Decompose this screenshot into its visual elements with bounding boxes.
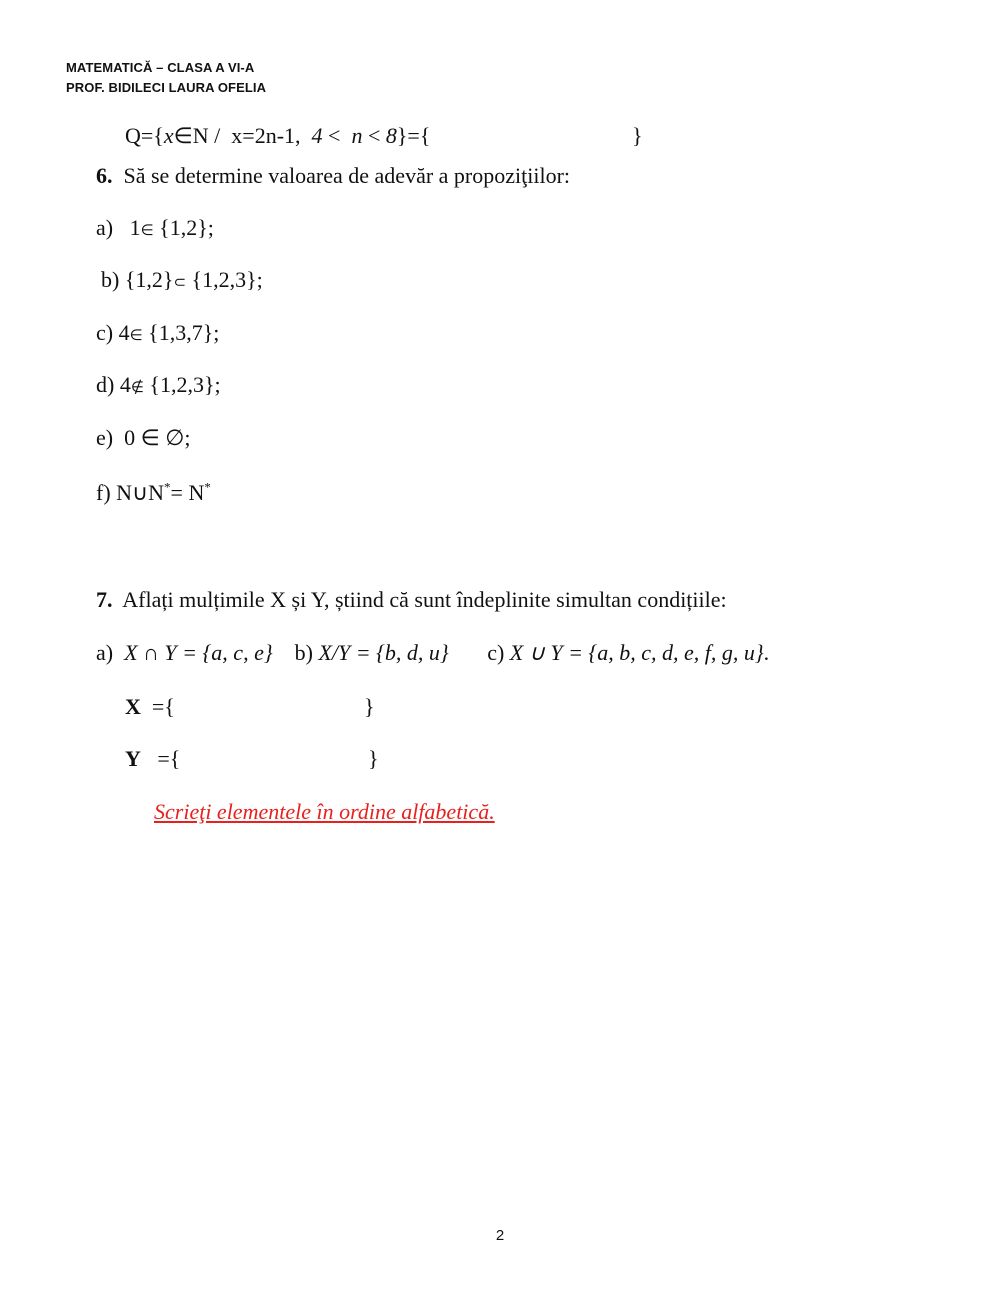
ex6-item-d: d) 4∉ {1,2,3}; — [96, 372, 221, 397]
ex6-item-c: c) 4∈ {1,3,7}; — [96, 320, 220, 345]
set-q-close-brace: } — [632, 123, 643, 148]
ex6-item-a: a) 1∈ {1,2}; — [96, 215, 214, 240]
page-number: 2 — [495, 1227, 505, 1244]
ex7-condition-a: X ∩ Y = {a, c, e} — [124, 640, 273, 665]
set-x-close-brace: } — [364, 694, 375, 719]
exercise-7-number: 7. — [96, 587, 113, 612]
ex7-condition-b: X/Y = {b, d, u} — [318, 640, 449, 665]
ex7-conditions: a) X ∩ Y = {a, c, e} b) X/Y = {b, d, u} c) X ∪ Y = {a, b, c, d, e, f, g, u}. — [96, 640, 770, 665]
exercise-7-title: 7. Aflați mulțimile X și Y, știind că sunt îndeplinite simultan condițiile: — [96, 587, 727, 612]
set-y-answer-field[interactable] — [190, 746, 365, 774]
exercise-6-number: 6. — [96, 163, 113, 188]
ex7-condition-c: X ∪ Y = {a, b, c, d, e, f, g, u} — [509, 640, 764, 665]
set-x-answer-field[interactable] — [185, 694, 360, 722]
set-y-close-brace: } — [368, 746, 379, 771]
set-y-row: Y ={ — [125, 746, 181, 771]
header-subject: MATEMATICĂ – CLASA A VI-A — [66, 60, 255, 75]
ex6-item-e: e) 0 ∈ ∅; — [96, 425, 191, 450]
alphabetical-order-note: Scrieţi elementele în ordine alfabetică. — [154, 799, 495, 824]
set-y-label: Y — [125, 746, 141, 771]
set-q-definition: Q={x∈N / x=2n-1, 4 < n < 8}={ — [125, 123, 431, 148]
exercise-6-title: 6. Să se determine valoarea de adevăr a propoziţiilor: — [96, 163, 571, 188]
ex6-item-b: b) {1,2}⊂ {1,2,3}; — [101, 267, 263, 292]
ex6-item-f: f) N∪N*= N* — [96, 479, 211, 505]
set-x-row: X ={ — [125, 694, 175, 719]
header-teacher: PROF. BIDILECI LAURA OFELIA — [66, 80, 267, 95]
set-x-label: X — [125, 694, 141, 719]
set-q-answer-field[interactable] — [470, 123, 640, 151]
